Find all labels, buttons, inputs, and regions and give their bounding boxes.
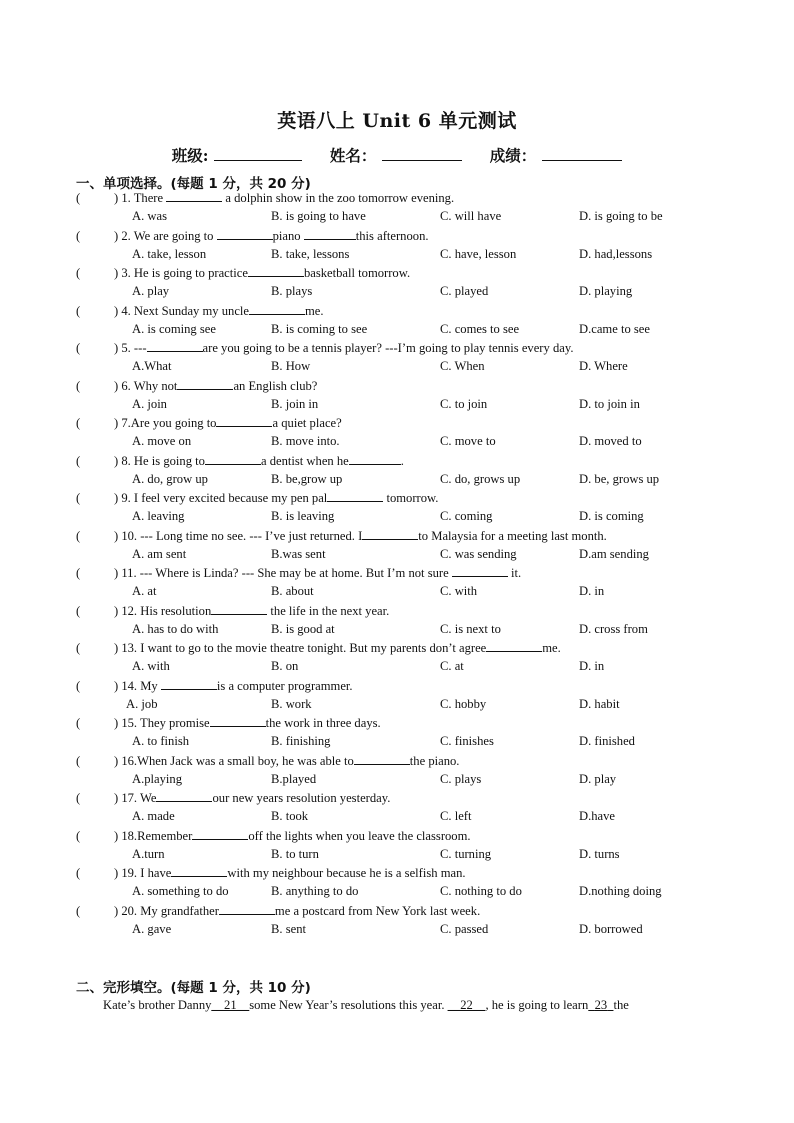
option-c: C. When <box>440 359 485 373</box>
option-d: D. is going to be <box>579 209 663 223</box>
answer-paren[interactable]: ( <box>76 753 81 768</box>
passage-text: Kate’s brother Danny <box>103 998 212 1012</box>
fill-blank <box>349 453 401 465</box>
question-text: ) 1. There <box>114 191 167 205</box>
option-b: B. is coming to see <box>271 321 368 336</box>
fill-blank <box>219 903 275 915</box>
question-text: ) 15. They promise <box>114 716 210 730</box>
option-c: C. will have <box>440 209 502 223</box>
option-c: C. turning <box>440 846 492 861</box>
answer-paren[interactable]: ( <box>76 491 81 505</box>
student-info-row <box>0 144 794 166</box>
option-a: A. job <box>126 696 158 711</box>
option-b: B. anything to do <box>271 884 359 898</box>
option-d: D. had,lessons <box>579 246 653 261</box>
option-c: C. hobby <box>440 696 487 711</box>
option-d: D.have <box>579 809 616 823</box>
question-text: ) 5. --- <box>114 341 147 355</box>
option-c: C. do, grows up <box>440 471 521 486</box>
option-a: A. join <box>132 396 167 411</box>
question-text: piano <box>272 228 304 243</box>
question-text: ) 19. I have <box>114 866 172 880</box>
option-c: C. was sending <box>440 546 517 561</box>
option-d: D. is coming <box>579 509 644 523</box>
option-c: C. passed <box>440 921 489 936</box>
fill-blank <box>156 790 212 802</box>
fill-blank <box>249 303 305 315</box>
question-text: a quiet place? <box>272 416 342 430</box>
question-text: ) 9. I feel very excited because my pen pal <box>114 491 328 505</box>
option-c: C. move to <box>440 434 496 448</box>
fill-blank <box>248 265 304 277</box>
blank-21: __21__ <box>211 998 250 1012</box>
question-text: with my neighbour because he is a selfish man. <box>227 866 466 880</box>
option-b: B. is good at <box>271 621 335 636</box>
option-b: B. is leaving <box>271 509 335 523</box>
question-text: the life in the next year. <box>267 603 390 618</box>
question-text: ) 16.When Jack was a small boy, he was able to <box>114 753 354 768</box>
answer-paren[interactable]: ( <box>76 566 81 580</box>
option-b: B. join in <box>271 396 319 411</box>
option-a: A. do, grow up <box>132 471 208 486</box>
option-c: C. have, lesson <box>440 246 517 261</box>
fill-blank <box>486 640 542 652</box>
option-a: A. something to do <box>132 884 229 898</box>
option-a: A. move on <box>132 434 192 448</box>
question-row <box>76 640 561 656</box>
question-row <box>76 903 480 919</box>
option-b: B. plays <box>271 284 313 298</box>
question-text: ) 8. He is going to <box>114 453 205 468</box>
question-row <box>76 415 342 431</box>
blank-22: __22__ <box>447 998 486 1012</box>
question-text: a dentist when he <box>260 453 349 468</box>
option-d: D. moved to <box>579 434 642 448</box>
question-text: ) 6. Why not <box>114 378 178 393</box>
question-row <box>76 490 438 506</box>
answer-paren[interactable]: ( <box>76 866 81 880</box>
option-b: B. work <box>271 696 312 711</box>
option-a: A. has to do with <box>132 621 219 636</box>
class-label: 班级: <box>171 146 209 165</box>
option-a: A. to finish <box>132 734 190 748</box>
fill-blank <box>354 753 410 765</box>
question-text: me a postcard from New York last week. <box>274 903 481 918</box>
option-d: D. Where <box>579 359 628 373</box>
answer-paren[interactable]: ( <box>76 341 81 355</box>
option-b: B. be,grow up <box>271 471 343 486</box>
fill-blank <box>210 715 266 727</box>
question-row <box>76 228 429 244</box>
option-b: B. take, lessons <box>271 246 350 261</box>
answer-paren[interactable]: ( <box>76 528 81 543</box>
question-row <box>76 265 410 281</box>
question-row <box>76 340 573 356</box>
passage-text: some New Year’s resolutions this year. <box>249 998 448 1012</box>
answer-paren[interactable]: ( <box>76 303 81 318</box>
fill-blank <box>177 378 233 390</box>
blank-23-number: 23 <box>594 998 608 1012</box>
page-title: 英语八上 Unit 6 单元测试 <box>277 110 517 132</box>
answer-paren[interactable]: ( <box>76 266 81 280</box>
answer-paren[interactable]: ( <box>76 716 81 730</box>
option-a: A. with <box>132 659 170 673</box>
option-b: B. is going to have <box>271 209 366 223</box>
question-row <box>76 190 454 206</box>
question-text: ) 20. My grandfather <box>114 903 219 918</box>
answer-paren[interactable]: ( <box>76 828 81 843</box>
question-text: ) 14. My <box>114 678 161 693</box>
option-d: D. borrowed <box>579 921 643 936</box>
question-text: this afternoon. <box>355 228 429 243</box>
option-b: B.played <box>271 771 317 786</box>
option-a: A. gave <box>132 921 172 936</box>
option-c: C. to join <box>440 396 488 411</box>
question-row <box>76 678 353 694</box>
question-text: ) 2. We are going to <box>114 228 217 243</box>
option-a: A. take, lesson <box>132 246 207 261</box>
question-text: ) 7.Are you going to <box>114 416 217 430</box>
question-text: ) 11. --- Where is Linda? --- She may be at home. But I’m not sure <box>114 566 452 580</box>
fill-blank <box>171 865 227 877</box>
option-a: A. am sent <box>132 546 187 561</box>
fill-blank <box>211 603 267 615</box>
option-b: B. on <box>271 659 299 673</box>
option-a: A.turn <box>132 846 165 861</box>
answer-paren[interactable]: ( <box>76 903 81 918</box>
option-c: C. finishes <box>440 734 494 748</box>
question-text: ) 17. We <box>114 791 157 805</box>
answer-paren[interactable]: ( <box>76 603 81 618</box>
question-text: a dolphin show in the zoo tomorrow evening. <box>222 191 455 205</box>
answer-paren[interactable]: ( <box>76 678 81 693</box>
fill-blank <box>304 228 356 240</box>
name-label: 姓名： <box>329 146 377 165</box>
question-text: tomorrow. <box>383 491 439 505</box>
question-text: it. <box>507 566 522 580</box>
option-d: D. playing <box>579 284 633 298</box>
question-text: is a computer programmer. <box>216 678 353 693</box>
option-a: A. was <box>132 209 167 223</box>
score-field[interactable] <box>542 146 622 161</box>
question-text: ) 18.Remember <box>114 828 193 843</box>
option-d: D. finished <box>579 734 635 748</box>
option-c: C. plays <box>440 771 482 786</box>
answer-paren[interactable]: ( <box>76 378 81 393</box>
question-row <box>76 753 459 769</box>
option-c: C. comes to see <box>440 321 520 336</box>
question-row <box>76 453 404 469</box>
question-text: me. <box>542 641 561 655</box>
section1-heading: 一、单项选择。(每题 1 分，共 20 分) <box>76 176 311 192</box>
question-text: the work in three days. <box>265 716 381 730</box>
option-b: B. How <box>271 359 311 373</box>
class-field[interactable] <box>214 146 302 161</box>
option-d: D.am sending <box>579 546 649 561</box>
question-text: ) 3. He is going to practice <box>114 266 248 280</box>
question-text: . <box>400 453 404 468</box>
question-row <box>76 790 390 806</box>
question-text: ) 13. I want to go to the movie theatre tonight. But my parents don’t agree <box>114 641 487 655</box>
question-row <box>76 565 521 581</box>
option-b: B. move into. <box>271 434 340 448</box>
option-d: D.nothing doing <box>579 884 662 898</box>
option-d: D.came to see <box>579 321 650 336</box>
question-row <box>76 865 466 881</box>
question-text: the piano. <box>409 753 460 768</box>
fill-blank <box>217 228 273 240</box>
question-text: ) 10. --- Long time no see. --- I’ve just returned. I <box>114 528 363 543</box>
option-d: D. in <box>579 584 605 598</box>
fill-blank <box>161 678 217 690</box>
question-text: ) 12. His resolution <box>114 603 212 618</box>
option-b: B. sent <box>271 921 306 936</box>
answer-paren[interactable]: ( <box>76 641 81 655</box>
option-a: A. made <box>132 809 175 823</box>
passage-text: , he is going to learn <box>485 998 589 1012</box>
option-a: A.What <box>132 359 172 373</box>
fill-blank <box>452 565 508 577</box>
option-a: A. at <box>132 584 157 598</box>
passage-text: the <box>613 998 629 1012</box>
fill-blank <box>192 828 248 840</box>
option-d: D. turns <box>579 846 620 861</box>
question-text: ) 4. Next Sunday my uncle <box>114 303 250 318</box>
option-d: D. in <box>579 659 605 673</box>
option-b: B. to turn <box>271 846 319 861</box>
fill-blank <box>362 528 418 540</box>
option-b: B. about <box>271 584 314 598</box>
name-field[interactable] <box>382 146 462 161</box>
option-b: B.was sent <box>271 546 326 561</box>
option-a: A.playing <box>132 771 183 786</box>
question-text: off the lights when you leave the classroom. <box>248 828 471 843</box>
question-row <box>76 828 471 844</box>
answer-paren[interactable]: ( <box>76 191 81 205</box>
question-row <box>76 603 389 619</box>
question-row <box>76 528 607 544</box>
question-row <box>76 378 317 394</box>
question-text: our new years resolution yesterday. <box>212 791 391 805</box>
answer-paren[interactable]: ( <box>76 228 81 243</box>
answer-paren[interactable]: ( <box>76 416 81 430</box>
question-text: are you going to be a tennis player? ---I’m going to play tennis every day. <box>202 341 574 355</box>
option-c: C. is next to <box>440 621 501 636</box>
fill-blank <box>327 490 383 502</box>
option-b: B. took <box>271 809 309 823</box>
question-text: me. <box>305 303 324 318</box>
answer-paren[interactable]: ( <box>76 453 81 468</box>
option-c: C. left <box>440 809 472 823</box>
option-a: A. is coming see <box>132 321 216 336</box>
option-c: C. nothing to do <box>440 884 522 898</box>
cloze-passage <box>103 998 629 1013</box>
option-d: D. play <box>579 771 617 786</box>
option-a: A. play <box>132 284 170 298</box>
question-row <box>76 715 381 731</box>
option-a: A. leaving <box>132 509 185 523</box>
option-c: C. played <box>440 284 489 298</box>
section2-heading: 二、完形填空。(每题 1 分，共 10 分) <box>76 980 311 996</box>
blank-23 <box>588 998 613 1012</box>
score-label: 成绩： <box>489 146 537 165</box>
option-c: C. at <box>440 659 464 673</box>
option-d: D. cross from <box>579 621 648 636</box>
question-text: basketball tomorrow. <box>303 266 411 280</box>
fill-blank <box>166 190 222 202</box>
option-d: D. to join in <box>579 396 640 411</box>
fill-blank <box>147 340 203 352</box>
fill-blank <box>205 453 261 465</box>
fill-blank <box>216 415 272 427</box>
question-text: an English club? <box>233 378 318 393</box>
question-row <box>76 303 324 319</box>
option-c: C. coming <box>440 509 493 523</box>
answer-paren[interactable]: ( <box>76 791 81 805</box>
question-text: to Malaysia for a meeting last month. <box>418 528 607 543</box>
option-d: D. be, grows up <box>579 471 660 486</box>
option-b: B. finishing <box>271 734 331 748</box>
option-d: D. habit <box>579 696 620 711</box>
option-c: C. with <box>440 584 478 598</box>
